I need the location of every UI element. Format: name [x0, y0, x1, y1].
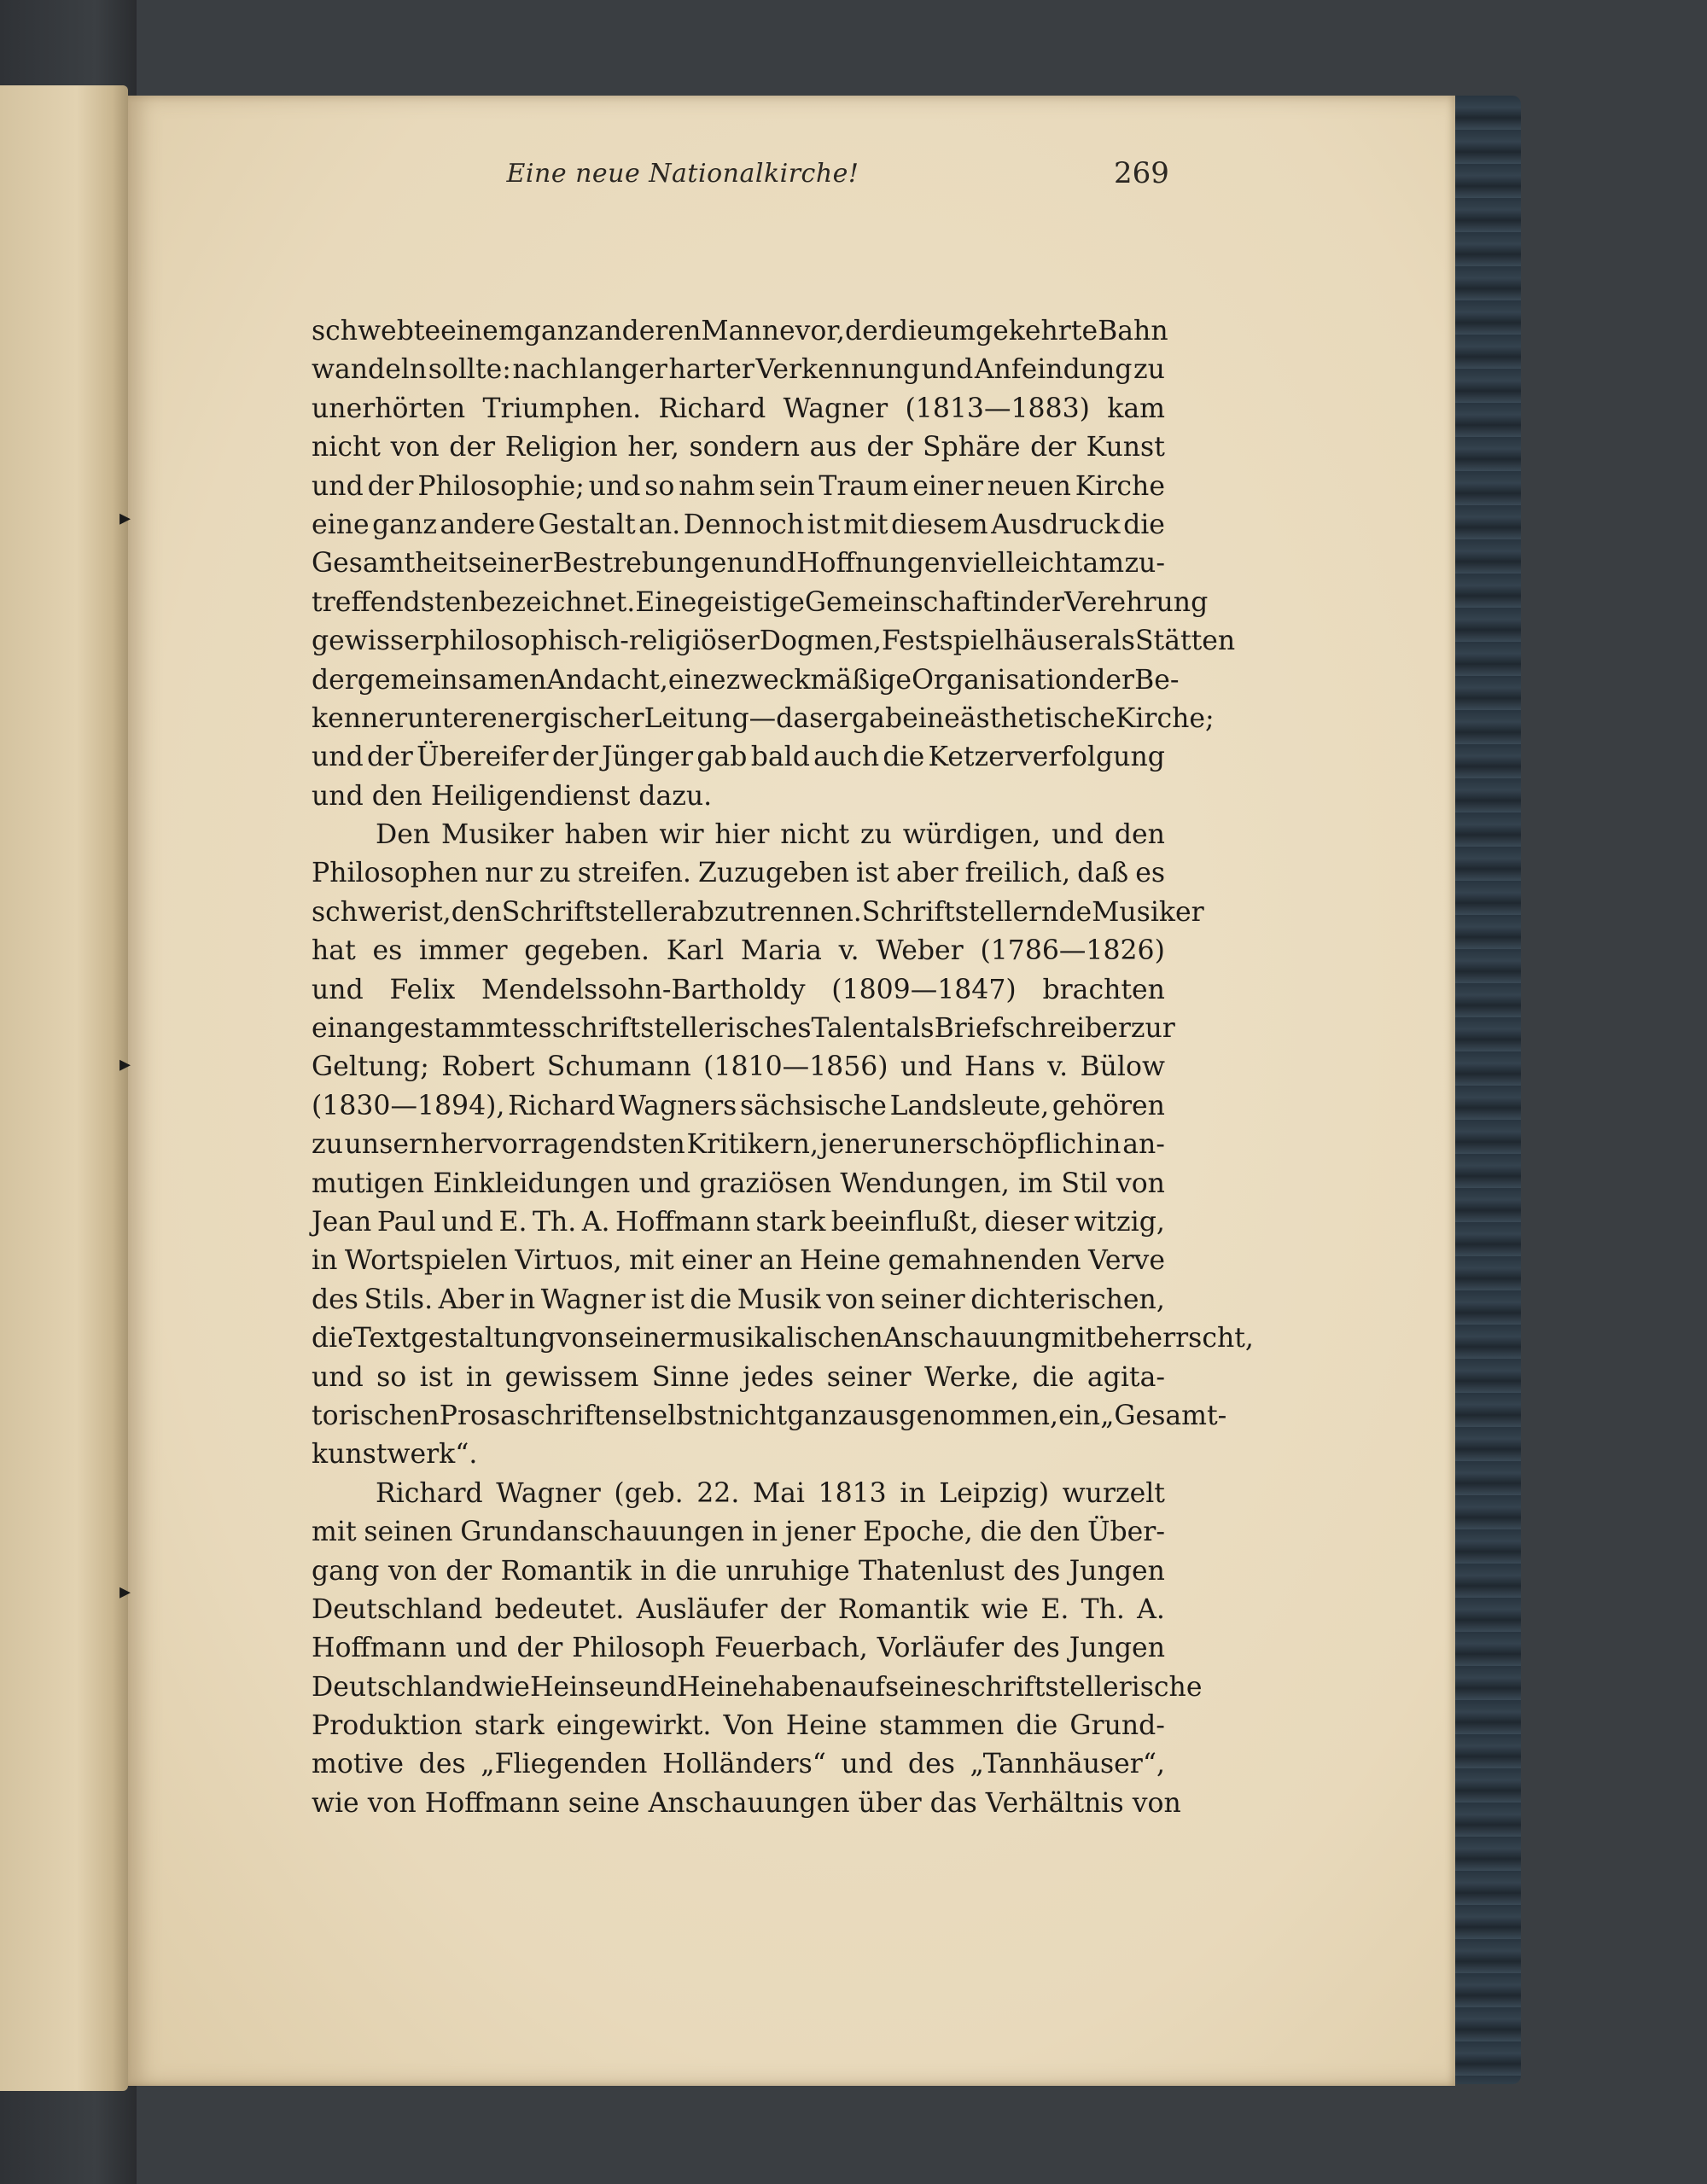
text-line: mit seinen Grundanschauungen in jener Epoche, die den Über- — [312, 1517, 1165, 1548]
text-line: und so ist in gewissem Sinne jedes seiner Werke, die agita- — [312, 1361, 1165, 1393]
text-line: treffendsten bezeichnet. Eine geistige Gemeinschaft in der Verehrung — [312, 586, 1209, 618]
text-line: mutigen Einkleidungen und graziösen Wendungen, im Stil von — [312, 1168, 1165, 1199]
text-line: der gemeinsamen Andacht, eine zweckmäßige Organisation der Be- — [312, 664, 1180, 696]
text-line: zu unsern hervorragendsten Kritikern, jener unerschöpflich in an- — [312, 1129, 1165, 1161]
text-line: Geltung; Robert Schumann (1810—1856) und Hans v. Bülow — [312, 1051, 1165, 1083]
text-line: Deutschland wie Heinse und Heine haben auf seine schriftstellerische — [312, 1671, 1203, 1703]
text-line: torischen Prosaschriften selbst nicht ganz ausgenommen, ein „Gesamt- — [312, 1400, 1227, 1431]
text-line: und der Philosophie; und so nahm sein Traum einer neuen Kirche — [312, 470, 1165, 502]
text-line: Den Musiker haben wir hier nicht zu würdigen, und den — [376, 819, 1165, 851]
text-line: (1830—1894), Richard Wagners sächsische Landsleute, gehören — [312, 1090, 1165, 1121]
facing-page-edge — [0, 85, 131, 2091]
text-line: Gesamtheit seiner Bestrebungen und Hoffnungen vielleicht am zu- — [312, 548, 1165, 579]
text-line: Deutschland bedeutet. Ausläufer der Romantik wie E. Th. A. — [312, 1593, 1165, 1625]
text-line: Jean Paul und E. Th. A. Hoffmann stark beeinflußt, dieser witzig, — [312, 1206, 1165, 1238]
margin-mark: ▸ — [119, 1051, 131, 1077]
text-line: gang von der Romantik in die unruhige Thatenlust des Jungen — [312, 1555, 1165, 1587]
text-line: motive des „Fliegenden Holländers“ und des „Tannhäuser“, — [312, 1749, 1165, 1780]
running-head: Eine neue Nationalkirche! — [506, 159, 859, 189]
text-line: die Textgestaltung von seiner musikalischen Anschauung mit beherrscht, — [312, 1323, 1254, 1354]
text-line: schwebte einem ganz anderen Manne vor, der die umgekehrte Bahn — [312, 316, 1168, 347]
text-line: wandeln sollte: nach langer harter Verkennung und Anfeindung zu — [312, 354, 1165, 386]
text-line: und Felix Mendelssohn-Bartholdy (1809—1847) brachten — [312, 974, 1165, 1005]
text-line: Philosophen nur zu streifen. Zuzugeben ist aber freilich, daß es — [312, 858, 1165, 889]
text-line: und den Heiligendienst dazu. — [312, 780, 713, 812]
margin-mark: ▸ — [119, 1579, 131, 1605]
page-number: 269 — [1114, 156, 1169, 190]
text-line: Richard Wagner (geb. 22. Mai 1813 in Leipzig) wurzelt — [376, 1477, 1165, 1509]
text-line: kunstwerk“. — [312, 1439, 478, 1471]
text-line: Produktion stark eingewirkt. Von Heine stammen die Grund- — [312, 1710, 1165, 1742]
text-line: hat es immer gegeben. Karl Maria v. Weber (1786—1826) — [312, 935, 1165, 967]
text-line: Hoffmann und der Philosoph Feuerbach, Vorläufer des Jungen — [312, 1633, 1165, 1664]
text-line: gewisser philosophisch-religiöser Dogmen, Festspielhäuser als Stätten — [312, 626, 1236, 657]
text-line: kenner unter energischer Leitung — das ergab eine ästhetische Kirche; — [312, 702, 1215, 734]
body-text — [312, 312, 1254, 1823]
text-line: des Stils. Aber in Wagner ist die Musik von seiner dichterischen, — [312, 1284, 1165, 1315]
text-line: ein angestammtes schriftstellerisches Talent als Briefschreiber zur — [312, 1013, 1175, 1045]
text-line: unerhörten Triumphen. Richard Wagner (1813—1883) kam — [312, 393, 1165, 424]
text-line: eine ganz andere Gestalt an. Dennoch ist mit diesem Ausdruck die — [312, 509, 1165, 540]
text-line: nicht von der Religion her, sondern aus der Sphäre der Kunst — [312, 432, 1165, 463]
text-line: wie von Hoffmann seine Anschauungen über das Verhältnis von — [312, 1787, 1181, 1819]
text-line: in Wortspielen Virtuos, mit einer an Heine gemahnenden Verve — [312, 1245, 1165, 1277]
text-line: und der Übereifer der Jünger gab bald auch die Ketzerverfolgung — [312, 742, 1165, 773]
text-line: schwer ist, den Schriftsteller abzutrennen. Schriftstellernde Musiker — [312, 896, 1204, 928]
margin-mark: ▸ — [119, 505, 131, 531]
